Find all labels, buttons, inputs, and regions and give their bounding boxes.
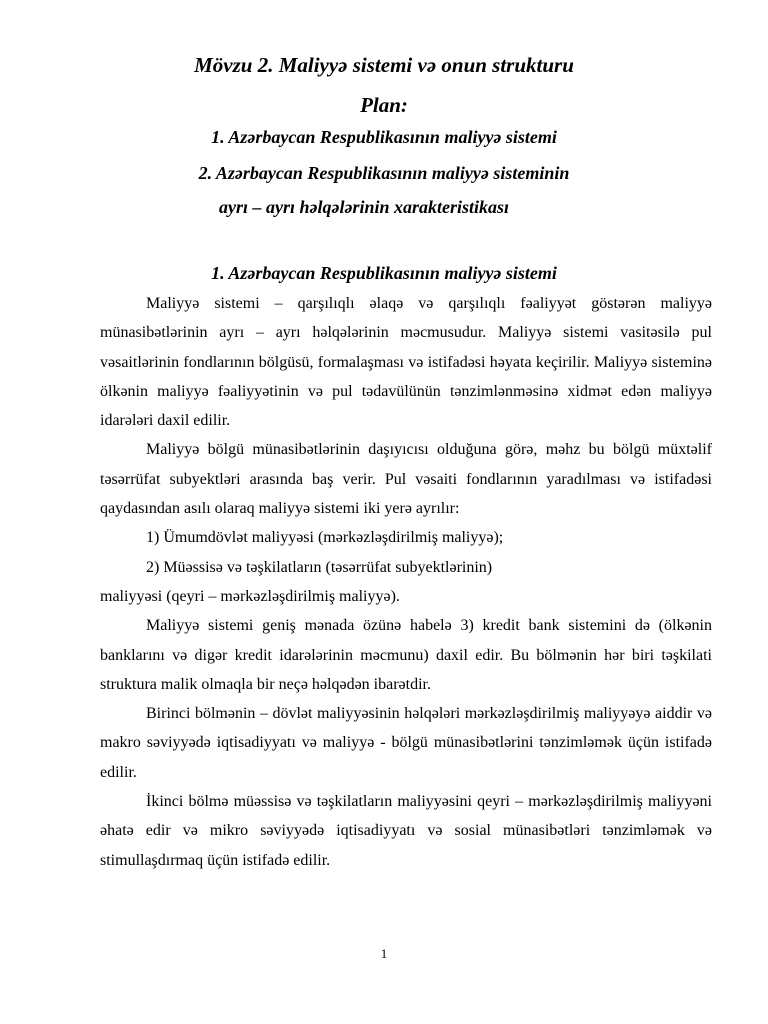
section-heading: 1. Azərbaycan Respublikasının maliyyə sistemi: [211, 263, 557, 283]
paragraph: İkinci bölmə müəssisə və təşkilatların maliyyəsini qeyri – mərkəzləşdirilmiş maliyyəni əhatə edir və mikro səviyyədə iqtisadiyyatı və sosial münasibətləri tənzimləmək və stimullaşdırmaq üçün istifadə edilir.: [100, 793, 712, 869]
paragraph: Birinci bölmənin – dövlət maliyyəsinin həlqələri mərkəzləşdirilmiş maliyyəyə aiddir və makro səviyyədə iqtisadiyyatı və maliyyə - bölgü münasibətlərini tənzimləmək üçün istifadə edilir.: [100, 705, 712, 781]
plan-item-2: 2. Azərbaycan Respublikasının maliyyə sisteminin: [198, 163, 570, 183]
list-item: 1) Ümumdövlət maliyyəsi (mərkəzləşdirilmiş maliyyə);: [146, 529, 504, 547]
paragraph: Maliyyə sistemi – qarşılıqlı əlaqə və qarşılıqlı fəaliyyət göstərən maliyyə münasibətlərinin ayrı – ayrı həlqələrinin məcmusudur. Maliyyə sistemi vasitəsilə pul vəsaitlərinin fondlarının bölgüsü, formalaşması və istifadəsi həyata keçirilir. Maliyyə sisteminə ölkənin maliyyə fəaliyyətinin və pul tədavülünün tənzimlənməsinə xidmət edən maliyyə idarələri daxil edilir.: [100, 295, 712, 430]
paragraph: Maliyyə sistemi geniş mənada özünə habelə 3) kredit bank sistemini də (ölkənin banklarını və digər kredit idarələrinin məcmunu) daxil edir. Bu bölmənin hər biri təşkilati struktura malik olmaqla bir neçə həlqədən ibarətdir.: [100, 617, 712, 693]
plan-label: Plan:: [360, 93, 408, 117]
list-item-continuation: maliyyəsi (qeyri – mərkəzləşdirilmiş maliyyə).: [100, 587, 400, 605]
body-text: [100, 289, 712, 875]
plan-item-2-continuation: ayrı – ayrı həlqələrinin xarakteristikası: [218, 197, 509, 217]
list-item: 2) Müəssisə və təşkilatların (təsərrüfat subyektlərinin): [146, 558, 493, 576]
page-number: 1: [380, 946, 388, 961]
plan-item-1: 1. Azərbaycan Respublikasının maliyyə sistemi: [211, 127, 557, 147]
document-title: Mövzu 2. Maliyyə sistemi və onun strukturu: [194, 53, 574, 77]
paragraph: Maliyyə bölgü münasibətlərinin daşıyıcısı olduğuna görə, məhz bu bölgü müxtəlif təsərrüfat subyektləri arasında baş verir. Pul vəsaiti fondlarının yaradılması və istifadəsi qaydasından asılı olaraq maliyyə sistemi iki yerə ayrılır:: [100, 441, 712, 518]
